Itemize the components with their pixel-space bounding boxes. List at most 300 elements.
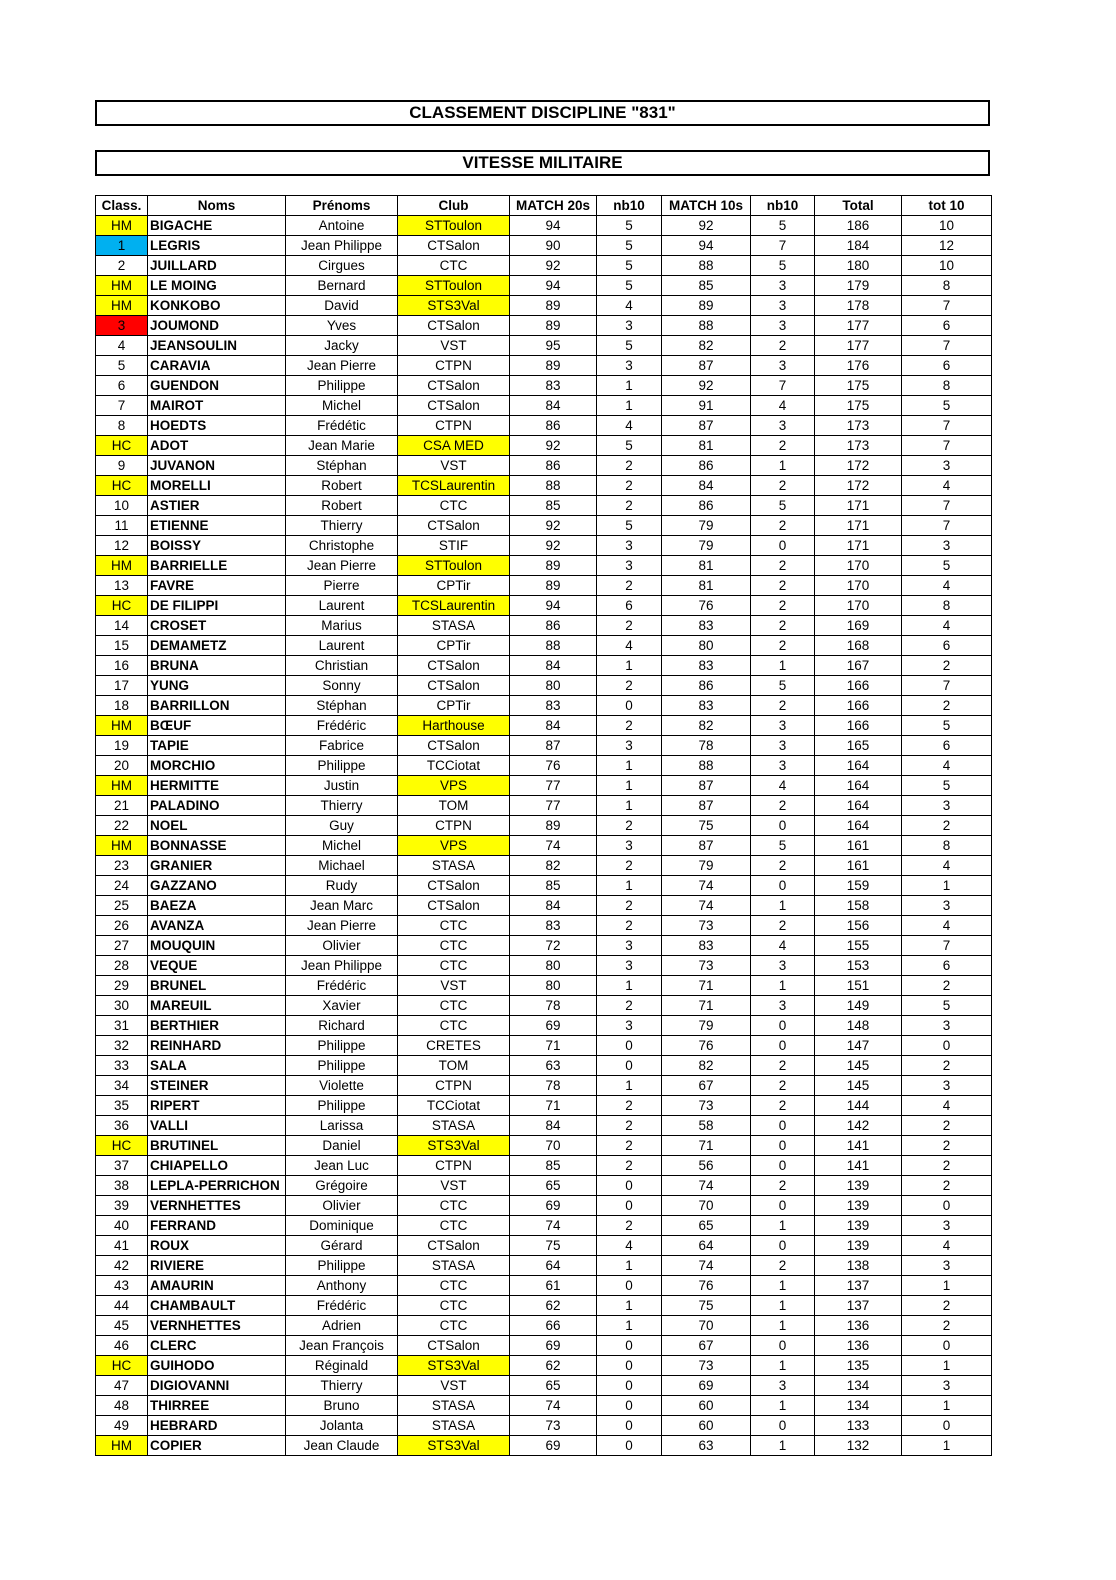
firstname-cell: Bernard	[286, 276, 398, 296]
table-row	[96, 496, 992, 516]
match20s-cell: 92	[510, 256, 597, 276]
rank-cell: 27	[96, 936, 148, 956]
match20s-cell: 69	[510, 1436, 597, 1456]
nb10-10s-cell: 2	[751, 1176, 815, 1196]
total-cell: 133	[815, 1416, 902, 1436]
tot10-cell: 2	[902, 1296, 992, 1316]
name-cell: BŒUF	[148, 716, 286, 736]
match20s-cell: 74	[510, 1396, 597, 1416]
firstname-cell: Frédéric	[286, 716, 398, 736]
match10s-cell: 75	[662, 1296, 751, 1316]
col-header-prenoms: Prénoms	[286, 196, 398, 216]
tot10-cell: 4	[902, 756, 992, 776]
match10s-cell: 78	[662, 736, 751, 756]
nb10-20s-cell: 1	[597, 1256, 662, 1276]
tot10-cell: 5	[902, 556, 992, 576]
nb10-20s-cell: 3	[597, 736, 662, 756]
nb10-10s-cell: 2	[751, 1096, 815, 1116]
tot10-cell: 7	[902, 516, 992, 536]
col-header-club: Club	[398, 196, 510, 216]
club-cell: VST	[398, 1176, 510, 1196]
match20s-cell: 80	[510, 976, 597, 996]
name-cell: GAZZANO	[148, 876, 286, 896]
firstname-cell: Stéphan	[286, 696, 398, 716]
club-cell: TCSLaurentin	[398, 476, 510, 496]
match10s-cell: 60	[662, 1396, 751, 1416]
nb10-20s-cell: 0	[597, 1196, 662, 1216]
nb10-20s-cell: 1	[597, 396, 662, 416]
club-cell: VST	[398, 336, 510, 356]
name-cell: ADOT	[148, 436, 286, 456]
club-cell: CTPN	[398, 1156, 510, 1176]
table-row	[96, 1156, 992, 1176]
total-cell: 137	[815, 1276, 902, 1296]
tot10-cell: 1	[902, 1356, 992, 1376]
tot10-cell: 4	[902, 476, 992, 496]
nb10-10s-cell: 3	[751, 356, 815, 376]
nb10-20s-cell: 2	[597, 496, 662, 516]
total-cell: 151	[815, 976, 902, 996]
total-cell: 173	[815, 416, 902, 436]
match10s-cell: 87	[662, 796, 751, 816]
match20s-cell: 80	[510, 676, 597, 696]
firstname-cell: Michael	[286, 856, 398, 876]
nb10-20s-cell: 2	[597, 1216, 662, 1236]
club-cell: TOM	[398, 1056, 510, 1076]
name-cell: BARRIELLE	[148, 556, 286, 576]
col-header-nb10-20s: nb10	[597, 196, 662, 216]
match20s-cell: 74	[510, 1216, 597, 1236]
nb10-20s-cell: 4	[597, 296, 662, 316]
club-cell: CTSalon	[398, 1236, 510, 1256]
nb10-20s-cell: 0	[597, 1036, 662, 1056]
nb10-20s-cell: 5	[597, 236, 662, 256]
nb10-10s-cell: 0	[751, 1036, 815, 1056]
nb10-10s-cell: 3	[751, 716, 815, 736]
match10s-cell: 92	[662, 216, 751, 236]
tot10-cell: 8	[902, 596, 992, 616]
tot10-cell: 5	[902, 776, 992, 796]
match20s-cell: 89	[510, 296, 597, 316]
match20s-cell: 95	[510, 336, 597, 356]
club-cell: CTSalon	[398, 516, 510, 536]
total-cell: 164	[815, 776, 902, 796]
col-header-match20s: MATCH 20s	[510, 196, 597, 216]
nb10-10s-cell: 1	[751, 976, 815, 996]
nb10-10s-cell: 5	[751, 216, 815, 236]
total-cell: 138	[815, 1256, 902, 1276]
rank-cell: 40	[96, 1216, 148, 1236]
nb10-10s-cell: 7	[751, 236, 815, 256]
rank-cell: 9	[96, 456, 148, 476]
match20s-cell: 86	[510, 616, 597, 636]
name-cell: YUNG	[148, 676, 286, 696]
match10s-cell: 79	[662, 1016, 751, 1036]
firstname-cell: Yves	[286, 316, 398, 336]
rank-cell: HM	[96, 716, 148, 736]
match20s-cell: 61	[510, 1276, 597, 1296]
rank-cell: 19	[96, 736, 148, 756]
rank-cell: HM	[96, 836, 148, 856]
rank-cell: 22	[96, 816, 148, 836]
club-cell: STS3Val	[398, 1436, 510, 1456]
firstname-cell: Laurent	[286, 596, 398, 616]
name-cell: LEPLA-PERRICHON	[148, 1176, 286, 1196]
nb10-20s-cell: 6	[597, 596, 662, 616]
total-cell: 171	[815, 516, 902, 536]
club-cell: CTC	[398, 956, 510, 976]
name-cell: MAIROT	[148, 396, 286, 416]
club-cell: CTSalon	[398, 656, 510, 676]
match20s-cell: 65	[510, 1376, 597, 1396]
firstname-cell: Jean Pierre	[286, 556, 398, 576]
rank-cell: 49	[96, 1416, 148, 1436]
total-cell: 148	[815, 1016, 902, 1036]
match10s-cell: 73	[662, 916, 751, 936]
name-cell: AVANZA	[148, 916, 286, 936]
match20s-cell: 89	[510, 816, 597, 836]
firstname-cell: Rudy	[286, 876, 398, 896]
rank-cell: 34	[96, 1076, 148, 1096]
firstname-cell: Thierry	[286, 796, 398, 816]
nb10-20s-cell: 0	[597, 1436, 662, 1456]
nb10-20s-cell: 2	[597, 916, 662, 936]
total-cell: 167	[815, 656, 902, 676]
nb10-10s-cell: 5	[751, 256, 815, 276]
rank-cell: HM	[96, 296, 148, 316]
club-cell: CTSalon	[398, 736, 510, 756]
match10s-cell: 74	[662, 1256, 751, 1276]
firstname-cell: Michel	[286, 836, 398, 856]
table-row	[96, 816, 992, 836]
club-cell: STASA	[398, 1116, 510, 1136]
nb10-10s-cell: 2	[751, 476, 815, 496]
nb10-20s-cell: 1	[597, 756, 662, 776]
firstname-cell: Philippe	[286, 376, 398, 396]
match10s-cell: 76	[662, 1276, 751, 1296]
rank-cell: 32	[96, 1036, 148, 1056]
match10s-cell: 94	[662, 236, 751, 256]
nb10-20s-cell: 1	[597, 1296, 662, 1316]
total-cell: 176	[815, 356, 902, 376]
name-cell: AMAURIN	[148, 1276, 286, 1296]
nb10-10s-cell: 2	[751, 1256, 815, 1276]
firstname-cell: Philippe	[286, 756, 398, 776]
tot10-cell: 10	[902, 256, 992, 276]
club-cell: CTSalon	[398, 376, 510, 396]
tot10-cell: 4	[902, 856, 992, 876]
name-cell: BOISSY	[148, 536, 286, 556]
name-cell: MORCHIO	[148, 756, 286, 776]
tot10-cell: 3	[902, 796, 992, 816]
match10s-cell: 74	[662, 876, 751, 896]
name-cell: TAPIE	[148, 736, 286, 756]
nb10-10s-cell: 1	[751, 1216, 815, 1236]
tot10-cell: 6	[902, 956, 992, 976]
total-cell: 164	[815, 756, 902, 776]
match20s-cell: 78	[510, 1076, 597, 1096]
match10s-cell: 73	[662, 1356, 751, 1376]
club-cell: VPS	[398, 776, 510, 796]
tot10-cell: 1	[902, 876, 992, 896]
name-cell: FERRAND	[148, 1216, 286, 1236]
match10s-cell: 64	[662, 1236, 751, 1256]
match10s-cell: 88	[662, 316, 751, 336]
table-row	[96, 1216, 992, 1236]
tot10-cell: 7	[902, 676, 992, 696]
tot10-cell: 7	[902, 496, 992, 516]
nb10-10s-cell: 1	[751, 456, 815, 476]
match20s-cell: 85	[510, 1156, 597, 1176]
total-cell: 134	[815, 1376, 902, 1396]
nb10-10s-cell: 1	[751, 1296, 815, 1316]
match10s-cell: 86	[662, 456, 751, 476]
match10s-cell: 80	[662, 636, 751, 656]
match20s-cell: 64	[510, 1256, 597, 1276]
match20s-cell: 78	[510, 996, 597, 1016]
match10s-cell: 70	[662, 1196, 751, 1216]
match10s-cell: 88	[662, 756, 751, 776]
total-cell: 175	[815, 376, 902, 396]
nb10-20s-cell: 3	[597, 556, 662, 576]
total-cell: 171	[815, 496, 902, 516]
total-cell: 179	[815, 276, 902, 296]
tot10-cell: 0	[902, 1416, 992, 1436]
firstname-cell: Jean Pierre	[286, 356, 398, 376]
match10s-cell: 63	[662, 1436, 751, 1456]
nb10-10s-cell: 4	[751, 396, 815, 416]
total-cell: 166	[815, 676, 902, 696]
nb10-10s-cell: 0	[751, 1236, 815, 1256]
table-row	[96, 916, 992, 936]
total-cell: 168	[815, 636, 902, 656]
total-cell: 132	[815, 1436, 902, 1456]
club-cell: CTC	[398, 936, 510, 956]
club-cell: CTPN	[398, 356, 510, 376]
table-row	[96, 236, 992, 256]
firstname-cell: Olivier	[286, 1196, 398, 1216]
nb10-20s-cell: 2	[597, 1156, 662, 1176]
match10s-cell: 88	[662, 256, 751, 276]
nb10-20s-cell: 2	[597, 996, 662, 1016]
tot10-cell: 2	[902, 976, 992, 996]
nb10-10s-cell: 0	[751, 1016, 815, 1036]
nb10-20s-cell: 0	[597, 1396, 662, 1416]
match20s-cell: 69	[510, 1336, 597, 1356]
tot10-cell: 3	[902, 1376, 992, 1396]
table-row	[96, 756, 992, 776]
tot10-cell: 6	[902, 316, 992, 336]
table-row	[96, 776, 992, 796]
table-row	[96, 476, 992, 496]
nb10-10s-cell: 0	[751, 816, 815, 836]
club-cell: CTC	[398, 496, 510, 516]
name-cell: MOUQUIN	[148, 936, 286, 956]
name-cell: GUENDON	[148, 376, 286, 396]
club-cell: STToulon	[398, 216, 510, 236]
name-cell: GRANIER	[148, 856, 286, 876]
name-cell: JUVANON	[148, 456, 286, 476]
name-cell: SALA	[148, 1056, 286, 1076]
match20s-cell: 89	[510, 316, 597, 336]
nb10-20s-cell: 4	[597, 636, 662, 656]
name-cell: THIRREE	[148, 1396, 286, 1416]
club-cell: STIF	[398, 536, 510, 556]
firstname-cell: Jean François	[286, 1336, 398, 1356]
match10s-cell: 86	[662, 496, 751, 516]
rank-cell: 38	[96, 1176, 148, 1196]
match10s-cell: 87	[662, 416, 751, 436]
table-row	[96, 556, 992, 576]
match10s-cell: 79	[662, 536, 751, 556]
rank-cell: 7	[96, 396, 148, 416]
total-cell: 145	[815, 1076, 902, 1096]
match10s-cell: 73	[662, 1096, 751, 1116]
rank-cell: 2	[96, 256, 148, 276]
firstname-cell: Sonny	[286, 676, 398, 696]
table-row	[96, 456, 992, 476]
nb10-10s-cell: 3	[751, 296, 815, 316]
table-row	[96, 716, 992, 736]
name-cell: CHAMBAULT	[148, 1296, 286, 1316]
table-row	[96, 396, 992, 416]
firstname-cell: Guy	[286, 816, 398, 836]
table-row	[96, 416, 992, 436]
match20s-cell: 89	[510, 356, 597, 376]
table-row	[96, 1416, 992, 1436]
name-cell: HEBRARD	[148, 1416, 286, 1436]
nb10-20s-cell: 1	[597, 1316, 662, 1336]
match20s-cell: 69	[510, 1196, 597, 1216]
rank-cell: 28	[96, 956, 148, 976]
nb10-10s-cell: 1	[751, 896, 815, 916]
match10s-cell: 58	[662, 1116, 751, 1136]
firstname-cell: Philippe	[286, 1056, 398, 1076]
club-cell: CTC	[398, 1216, 510, 1236]
match20s-cell: 70	[510, 1136, 597, 1156]
name-cell: BRUTINEL	[148, 1136, 286, 1156]
table-row	[96, 876, 992, 896]
match10s-cell: 86	[662, 676, 751, 696]
nb10-20s-cell: 0	[597, 1376, 662, 1396]
name-cell: DEMAMETZ	[148, 636, 286, 656]
name-cell: JEANSOULIN	[148, 336, 286, 356]
nb10-10s-cell: 0	[751, 1136, 815, 1156]
tot10-cell: 4	[902, 1096, 992, 1116]
rank-cell: HM	[96, 556, 148, 576]
club-cell: CTC	[398, 256, 510, 276]
club-cell: STToulon	[398, 556, 510, 576]
nb10-10s-cell: 0	[751, 1416, 815, 1436]
tot10-cell: 1	[902, 1396, 992, 1416]
rank-cell: 17	[96, 676, 148, 696]
nb10-10s-cell: 1	[751, 1276, 815, 1296]
nb10-20s-cell: 2	[597, 1096, 662, 1116]
name-cell: ROUX	[148, 1236, 286, 1256]
firstname-cell: Réginald	[286, 1356, 398, 1376]
name-cell: JUILLARD	[148, 256, 286, 276]
nb10-20s-cell: 0	[597, 1276, 662, 1296]
rank-cell: 42	[96, 1256, 148, 1276]
name-cell: VERNHETTES	[148, 1316, 286, 1336]
table-row	[96, 256, 992, 276]
nb10-20s-cell: 1	[597, 796, 662, 816]
match10s-cell: 91	[662, 396, 751, 416]
club-cell: CTPN	[398, 816, 510, 836]
club-cell: TCCiotat	[398, 756, 510, 776]
nb10-20s-cell: 3	[597, 956, 662, 976]
firstname-cell: Gérard	[286, 1236, 398, 1256]
match20s-cell: 62	[510, 1356, 597, 1376]
total-cell: 158	[815, 896, 902, 916]
nb10-10s-cell: 5	[751, 836, 815, 856]
match10s-cell: 85	[662, 276, 751, 296]
nb10-10s-cell: 3	[751, 996, 815, 1016]
nb10-10s-cell: 2	[751, 556, 815, 576]
match20s-cell: 77	[510, 776, 597, 796]
total-cell: 169	[815, 616, 902, 636]
tot10-cell: 2	[902, 696, 992, 716]
name-cell: CARAVIA	[148, 356, 286, 376]
match20s-cell: 72	[510, 936, 597, 956]
name-cell: KONKOBO	[148, 296, 286, 316]
firstname-cell: Thierry	[286, 516, 398, 536]
match10s-cell: 87	[662, 356, 751, 376]
firstname-cell: Jean Pierre	[286, 916, 398, 936]
match10s-cell: 87	[662, 776, 751, 796]
table-row	[96, 1296, 992, 1316]
total-cell: 184	[815, 236, 902, 256]
total-cell: 159	[815, 876, 902, 896]
tot10-cell: 3	[902, 1016, 992, 1036]
table-row	[96, 1076, 992, 1096]
firstname-cell: Robert	[286, 476, 398, 496]
match20s-cell: 63	[510, 1056, 597, 1076]
total-cell: 136	[815, 1336, 902, 1356]
nb10-10s-cell: 1	[751, 1356, 815, 1376]
name-cell: RIPERT	[148, 1096, 286, 1116]
rank-cell: 1	[96, 236, 148, 256]
name-cell: GUIHODO	[148, 1356, 286, 1376]
table-row	[96, 1436, 992, 1456]
table-row	[96, 796, 992, 816]
nb10-10s-cell: 2	[751, 856, 815, 876]
firstname-cell: Daniel	[286, 1136, 398, 1156]
col-header-nb10-10s: nb10	[751, 196, 815, 216]
match10s-cell: 71	[662, 976, 751, 996]
rank-cell: 11	[96, 516, 148, 536]
club-cell: TCSLaurentin	[398, 596, 510, 616]
match10s-cell: 71	[662, 1136, 751, 1156]
name-cell: BIGACHE	[148, 216, 286, 236]
match10s-cell: 82	[662, 336, 751, 356]
match10s-cell: 79	[662, 856, 751, 876]
club-cell: CTPN	[398, 416, 510, 436]
club-cell: STASA	[398, 1396, 510, 1416]
match20s-cell: 71	[510, 1036, 597, 1056]
table-row	[96, 896, 992, 916]
name-cell: VEQUE	[148, 956, 286, 976]
firstname-cell: Violette	[286, 1076, 398, 1096]
table-row	[96, 1136, 992, 1156]
nb10-10s-cell: 2	[751, 596, 815, 616]
match10s-cell: 74	[662, 1176, 751, 1196]
rank-cell: 13	[96, 576, 148, 596]
total-cell: 171	[815, 536, 902, 556]
nb10-10s-cell: 2	[751, 1076, 815, 1096]
firstname-cell: Frédétic	[286, 416, 398, 436]
club-cell: STS3Val	[398, 1356, 510, 1376]
